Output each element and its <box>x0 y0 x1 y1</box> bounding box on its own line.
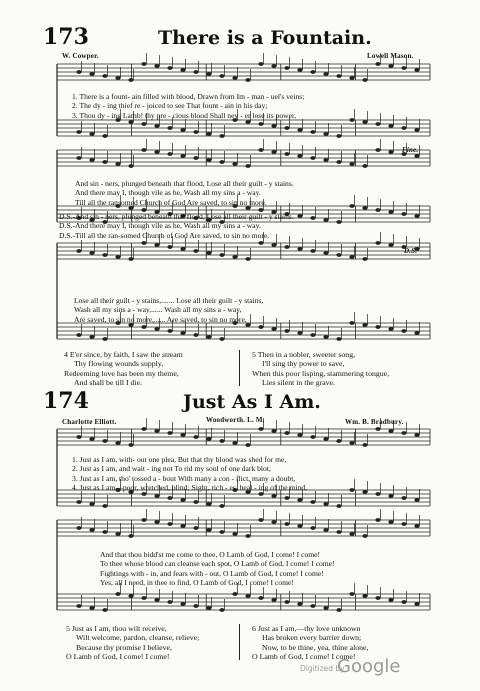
digitized-by-label: Digitized by <box>300 664 345 673</box>
stanza-line: When this poor lisping, stammering tongue, <box>252 368 390 378</box>
lyric-line: 2. Just as I am, and wait - ing not To rid my soul of one dark blot, <box>72 464 271 474</box>
hymn-author: W. Cowper. <box>62 52 99 60</box>
hymn174-stanza-5 <box>66 624 199 661</box>
hymn-title: Just As I Am. <box>183 391 321 413</box>
hymn-tune: Woodworth. L. M. <box>206 416 265 424</box>
lyric-line: Till all the ransomed Church of God Are saved, to sin no more. <box>75 197 267 207</box>
hymn-composer: Wm. B. Bradbury. <box>345 418 404 426</box>
hymn-number: 173 <box>43 24 89 50</box>
hymn173-system1-lyrics <box>72 92 304 120</box>
lyric-line: And there may I, though vile as he, Wash all my sins a - way. <box>75 188 261 198</box>
stanza-line: O Lamb of God, I come! I come! <box>252 651 356 661</box>
stanza-line: Thy flowing wounds supply, <box>74 359 164 369</box>
lyric-line: Wash all my sins a - way,...... Wash all my sins a - way, <box>74 305 242 315</box>
hymn173-system4-lyrics <box>74 296 263 324</box>
lyric-line: And that thou bidd'st me come to thee, O Lamb of God, I come! I come! <box>100 550 321 559</box>
lyric-line: Are saved, to sin no more,...... Are saved, to sin no more, <box>74 314 247 324</box>
lyric-line: Lose all their guilt - y stains,....... Lose all their guilt - y stains, <box>74 296 264 305</box>
lyric-line: 2. The dy - ing thief re - joiced to see That fount - ain in his day; <box>72 101 268 111</box>
stanza-line: And shall be till I die. <box>74 377 142 387</box>
lyric-line: D.S.-And sin - ners, plunged beneath that flood, Lose all their guilt - y stains. <box>59 212 294 221</box>
stanza-line: Has broken every barrier down; <box>262 633 362 643</box>
lyric-line: To thee whose blood can cleanse each spot, O Lamb of God, I come! I come! <box>100 559 335 569</box>
lyric-line: 1. Just as I am, with- out one plea, But that thy blood was shed for me, <box>72 455 287 464</box>
stanza-line: 5 Just as I am, thou wilt receive, <box>66 624 167 633</box>
stanza-line: 5 Then in a nobler, sweeter song, <box>252 350 356 359</box>
stanza-line: Wilt welcome, pardon, cleanse, relieve; <box>76 633 200 643</box>
hymn173-system3-lyrics <box>59 212 294 240</box>
lyric-line: 3. Just as I am, tho' tossed a - bout With many a con - flict, many a doubt, <box>72 473 296 483</box>
lyric-line: D.S.-And there may I, though vile as he, Wash all my sins a - way. <box>59 221 261 231</box>
lyric-line: Yes, all I need, in thee to find, O Lamb of God, I come! I come! <box>100 578 294 588</box>
stanza-line: 4 E'er since, by faith, I saw the stream <box>64 350 183 359</box>
stanza-line: Redeeming love has been my theme, <box>64 368 179 378</box>
hymn173-stanza-4 <box>64 350 183 387</box>
stanza-line: Now, to be thine, yea, thine alone, <box>262 642 369 652</box>
stanza-divider <box>239 350 240 386</box>
stanza-line: I'll sing thy power to save, <box>262 359 345 369</box>
hymn-title: There is a Fountain. <box>158 27 372 49</box>
stanza-line: Lies silent in the grave. <box>262 377 335 387</box>
stanza-line: 6 Just as I am,—thy love unknown <box>252 624 361 633</box>
hymn174-system1-lyrics <box>72 455 307 493</box>
hymn-number: 174 <box>43 388 89 414</box>
stanza-line: O Lamb of God, I come! I come! <box>66 651 170 661</box>
hymn174-system2-lyrics <box>100 550 335 588</box>
stanza-divider <box>239 624 240 660</box>
hymn-composer: Lowell Mason. <box>367 52 414 60</box>
hymn173-stanza-5 <box>252 350 389 387</box>
lyric-line: Fightings with - in, and fears with - out, O Lamb of God, I come! I come! <box>100 568 324 578</box>
fine-marker: Fine. <box>402 146 419 154</box>
google-logo: Google <box>337 656 401 677</box>
lyric-line: 4. Just as I am—poor, wretched, blind; Sight, rich - es, heal - ing of the mind, <box>72 483 308 493</box>
lyric-line: 3. Thou dy - ing Lamb! thy pre - cious blood Shall nev - er lose its power, <box>72 110 297 120</box>
lyric-line: 1. There is a fount- ain filled with blood, Drawn from Im - man - uel's veins; <box>72 92 305 101</box>
lyric-line: And sin - ners, plunged beneath that flood, Lose all their guilt - y stains. <box>75 179 294 188</box>
ds-marker: D.S. <box>404 247 418 255</box>
hymn-author: Charlotte Elliott. <box>62 418 117 426</box>
hymn173-system2-lyrics <box>75 179 294 207</box>
stanza-line: Because thy promise I believe, <box>76 642 172 652</box>
lyric-line: D.S.-Till all the ran-somed Church of God Are saved, to sin no more. <box>59 230 270 240</box>
